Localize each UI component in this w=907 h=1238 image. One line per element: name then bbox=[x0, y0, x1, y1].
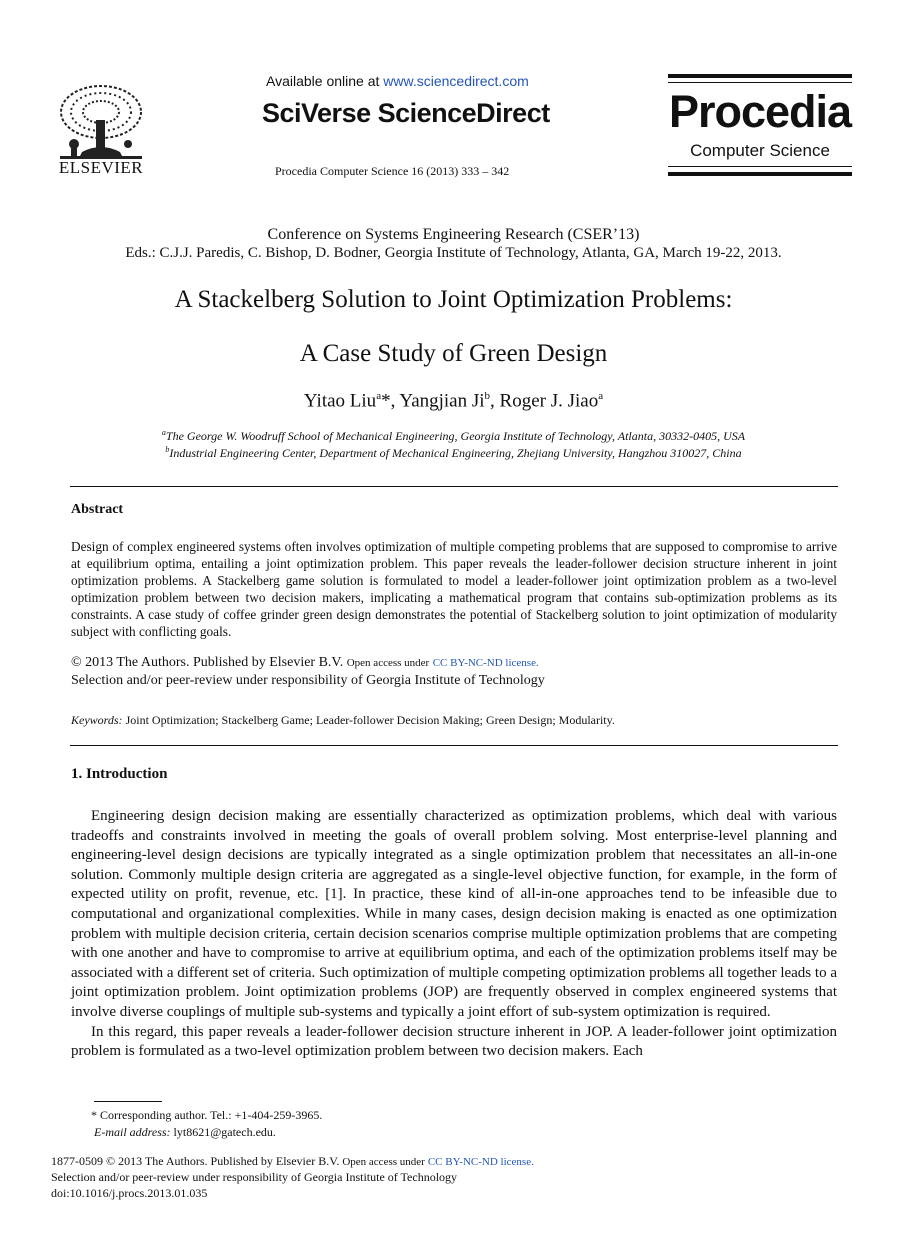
divider bbox=[70, 486, 838, 487]
affiliation-a bbox=[0, 428, 907, 444]
available-prefix: Available online at bbox=[266, 73, 384, 89]
footer-issn bbox=[51, 1154, 534, 1169]
corresponding-mark: * bbox=[381, 390, 391, 412]
procedia-rule-bottom-thin bbox=[668, 166, 852, 167]
open-access-text: Open access under bbox=[342, 1156, 425, 1168]
affil-text: The George W. Woodruff School of Mechanical Engineering, Georgia Institute of Technology, Atlanta, 30332-0405, USA bbox=[165, 429, 746, 443]
author-name: Yitao Liu bbox=[303, 390, 377, 412]
footnote-rule bbox=[94, 1101, 162, 1102]
procedia-logo-title: Procedia bbox=[668, 86, 852, 137]
author-affil-mark: a bbox=[598, 390, 604, 402]
paragraph: In this regard, this paper reveals a leader-follower decision structure inherent in JOP. A leader-follower joint optimization problem is formulated as a two-level optimization problem between two decision makers. Each bbox=[71, 1023, 837, 1060]
affil-text: Industrial Engineering Center, Department of Mechanical Engineering, Zhejiang University, Hangzhou 310027, China bbox=[169, 446, 742, 460]
author-list: Yitao Liu$^a$*, Yangjian Ji$^b$, Roger J. Jiao$^a$ bbox=[303, 390, 604, 412]
open-access-text: Open access under bbox=[346, 657, 430, 669]
available-online bbox=[266, 73, 529, 89]
procedia-rule-top-thin bbox=[668, 82, 852, 83]
author-affil-mark: a bbox=[376, 390, 382, 402]
footnote-corresponding: * Corresponding author. Tel.: +1-404-259-3965. bbox=[91, 1108, 323, 1122]
footer-doi: doi:10.1016/j.procs.2013.01.035 bbox=[51, 1186, 208, 1200]
email-address: lyt8621@gatech.edu. bbox=[173, 1125, 276, 1139]
editors-line: Eds.: C.J.J. Paredis, C. Bishop, D. Bodner, Georgia Institute of Technology, Atlanta, GA, March 19-22, 2013. bbox=[125, 245, 782, 261]
procedia-logo-subtitle: Computer Science bbox=[690, 141, 830, 160]
sciencedirect-link[interactable]: www.sciencedirect.com bbox=[383, 73, 529, 89]
paragraph: Engineering design decision making are essentially characterized as optimization problems, which deal with various tradeoffs and constraints involved in meeting the goals of overall problem solving. Most enterprise-level planning and engineering-level design decisions are typically integrated as a single optimization problem that necessitates an all-in-one solution. Commonly multiple design criteria are aggregated as a single-level objective function, for example, in the form of expected utility on profit, revenue, etc. [1]. In practice, these kind of all-in-one approaches tend to be infeasible due to computational and organizational complexities. While in many cases, design decision making is enacted as one optimization problem with multiple decision criteria, certain decision scenarios comprise multiple optimization problems that are competing with one another and have to compromise to arrive at equilibrium optima, and each of the optimization problems itself may be associated with a different set of criteria. Such optimization of multiple competing optimization problems all together leads to a joint optimization problem. Joint optimization problems (JOP) are frequently observed in complex engineered systems that involve diverse couplings of multiple sub-systems and typically a joint effort of sub-system optimization is required. bbox=[71, 808, 837, 1020]
journal-citation: Procedia Computer Science 16 (2013) 333 – 342 bbox=[275, 164, 510, 178]
license-link[interactable]: CC BY-NC-ND license. bbox=[432, 657, 539, 669]
author-affil-mark: b bbox=[484, 390, 491, 402]
peer-review-line: Selection and/or peer-review under responsibility of Georgia Institute of Technology bbox=[71, 673, 545, 688]
abstract-heading: Abstract bbox=[71, 502, 124, 517]
author-name: Roger J. Jiao bbox=[499, 390, 599, 412]
section-heading: 1. Introduction bbox=[71, 766, 168, 782]
license-link[interactable]: CC BY-NC-ND license. bbox=[427, 1156, 534, 1168]
email-label: E-mail address: bbox=[94, 1125, 171, 1139]
platform-name: SciVerse ScienceDirect bbox=[262, 98, 550, 128]
keywords-text: Joint Optimization; Stackelberg Game; Leader-follower Decision Making; Green Design; Modularity. bbox=[125, 713, 615, 727]
affil-mark: b bbox=[165, 445, 170, 454]
keywords-label: Keywords: bbox=[71, 713, 123, 727]
footer-peer-review: Selection and/or peer-review under responsibility of Georgia Institute of Technology bbox=[51, 1170, 458, 1184]
procedia-rule-top bbox=[668, 74, 852, 78]
copyright-text: © 2013 The Authors. Published by Elsevier B.V. bbox=[71, 655, 344, 670]
affiliation-b bbox=[0, 445, 907, 461]
footnote-email bbox=[94, 1125, 276, 1140]
divider bbox=[70, 745, 838, 746]
author-name: Yangjian Ji bbox=[399, 390, 485, 412]
keywords-line bbox=[71, 713, 615, 728]
paper-title-line1: A Stackelberg Solution to Joint Optimization Problems: bbox=[174, 286, 733, 313]
conference-name: Conference on Systems Engineering Research (CSER’13) bbox=[267, 226, 640, 243]
elsevier-wordmark: ELSEVIER bbox=[58, 158, 144, 177]
issn-text: 1877-0509 © 2013 The Authors. Published by Elsevier B.V. bbox=[51, 1154, 340, 1168]
abstract-text: Design of complex engineered systems often involves optimization of multiple competing problems that are supposed to compromise to arrive at equilibrium optima, entailing a joint optimization problem. This paper reveals the leader-follower decision structure inherent in joint optimization problems. A Stackelberg game solution is formulated to model a leader-follower joint optimization problem as a two-level optimization problem between two decision makers, implicating a mathematical program that contains sub-optimization problems as its constraints. A case study of coffee grinder green design demonstrates the potential of Stackelberg solution to joint optimization of modularity subject with conflicting goals. bbox=[71, 539, 837, 639]
procedia-rule-bottom bbox=[668, 172, 852, 176]
paper-title-line2: A Case Study of Green Design bbox=[299, 340, 608, 367]
copyright-line bbox=[71, 655, 539, 671]
intro-body bbox=[71, 807, 837, 1062]
affil-mark: a bbox=[161, 428, 166, 437]
